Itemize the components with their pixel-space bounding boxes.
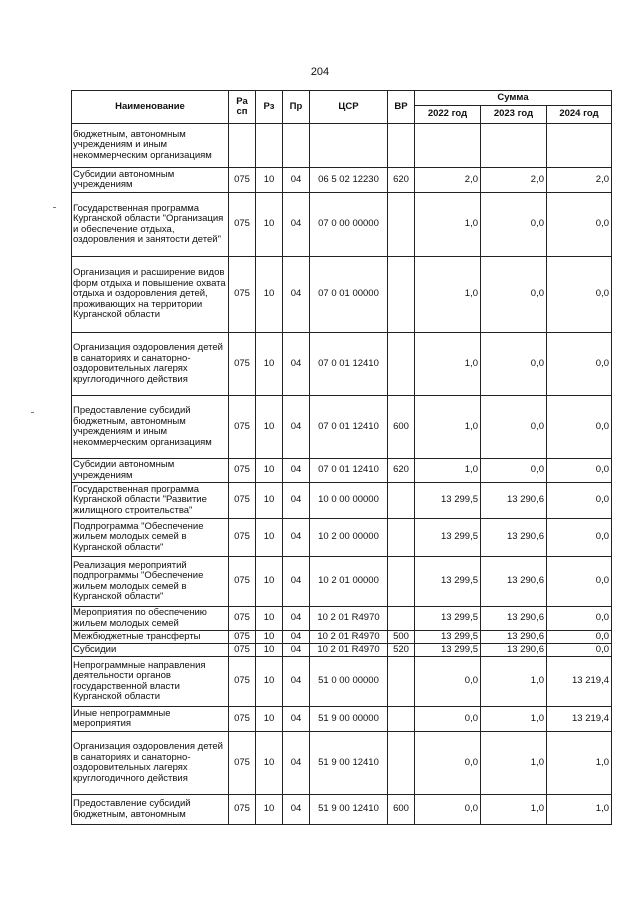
cell-2022: 1,0: [415, 333, 481, 396]
cell-vr: 520: [388, 644, 415, 657]
scan-mark: [53, 207, 56, 208]
cell-2024: 2,0: [547, 168, 612, 193]
cell-csr: 07 0 00 00000: [310, 193, 388, 257]
header-sum: Сумма: [415, 91, 612, 106]
cell-2022: 13 299,5: [415, 483, 481, 519]
cell-csr: 07 0 01 12410: [310, 333, 388, 396]
table-row: [72, 557, 612, 607]
cell-name: Предоставление субсидий бюджетным, автономным учреждениям и иным некоммерческим организациям: [72, 396, 229, 459]
table-row: [72, 795, 612, 825]
cell-2024: 0,0: [547, 333, 612, 396]
cell-2023: 1,0: [481, 732, 547, 795]
cell-pr: 04: [283, 396, 310, 459]
scan-mark: [31, 412, 34, 413]
cell-csr: 51 9 00 12410: [310, 795, 388, 825]
cell-rz: 10: [256, 657, 283, 707]
cell-2024: 13 219,4: [547, 657, 612, 707]
header-rz: Рз: [256, 91, 283, 124]
cell-name: Непрограммные направления деятельности органов государственной власти Курганской области: [72, 657, 229, 707]
cell-2022: 0,0: [415, 707, 481, 732]
header-vr: ВР: [388, 91, 415, 124]
table-row: [72, 396, 612, 459]
cell-2024: 0,0: [547, 459, 612, 483]
cell-vr: [388, 557, 415, 607]
cell-csr: 10 2 01 R4970: [310, 631, 388, 644]
cell-2023: 0,0: [481, 459, 547, 483]
table-body: [72, 124, 612, 825]
cell-vr: [388, 607, 415, 631]
cell-2024: 0,0: [547, 519, 612, 557]
cell-vr: [388, 519, 415, 557]
budget-table: [71, 90, 612, 825]
cell-2024: 1,0: [547, 732, 612, 795]
cell-csr: 51 9 00 12410: [310, 732, 388, 795]
cell-csr: 10 2 01 R4970: [310, 607, 388, 631]
cell-vr: [388, 333, 415, 396]
cell-vr: [388, 257, 415, 333]
cell-name: Организация оздоровления детей в санаториях и санаторно-оздоровительных лагерях круглогодичного действия: [72, 333, 229, 396]
cell-rz: 10: [256, 557, 283, 607]
table-row: [72, 483, 612, 519]
cell-vr: 620: [388, 168, 415, 193]
cell-rasp: [229, 124, 256, 168]
cell-rasp: 075: [229, 193, 256, 257]
cell-2023: 13 290,6: [481, 631, 547, 644]
cell-vr: [388, 732, 415, 795]
cell-2024: 0,0: [547, 607, 612, 631]
cell-rz: 10: [256, 483, 283, 519]
cell-name: Межбюджетные трансферты: [72, 631, 229, 644]
cell-pr: 04: [283, 483, 310, 519]
cell-2022: [415, 124, 481, 168]
table-row: [72, 459, 612, 483]
cell-pr: 04: [283, 557, 310, 607]
cell-2024: 0,0: [547, 257, 612, 333]
cell-2023: 13 290,6: [481, 644, 547, 657]
cell-csr: 10 2 00 00000: [310, 519, 388, 557]
cell-name: Субсидии автономным учреждениям: [72, 459, 229, 483]
cell-rasp: 075: [229, 707, 256, 732]
cell-2022: 1,0: [415, 257, 481, 333]
cell-2024: 13 219,4: [547, 707, 612, 732]
cell-pr: 04: [283, 644, 310, 657]
cell-2022: 13 299,5: [415, 519, 481, 557]
cell-name: Иные непрограммные мероприятия: [72, 707, 229, 732]
cell-2023: 2,0: [481, 168, 547, 193]
cell-2022: 0,0: [415, 657, 481, 707]
cell-pr: 04: [283, 631, 310, 644]
cell-rz: 10: [256, 257, 283, 333]
cell-2024: 0,0: [547, 193, 612, 257]
cell-name: Организация оздоровления детей в санаториях и санаторно-оздоровительных лагерях круглогодичного действия: [72, 732, 229, 795]
page-number: 204: [310, 66, 330, 78]
cell-rasp: 075: [229, 459, 256, 483]
header-rasp: Ра сп: [229, 91, 256, 124]
cell-2023: 0,0: [481, 333, 547, 396]
cell-2023: [481, 124, 547, 168]
table-header: [72, 91, 612, 124]
table-row: [72, 168, 612, 193]
header-2024: 2024 год: [547, 106, 612, 124]
cell-rasp: 075: [229, 168, 256, 193]
header-2023: 2023 год: [481, 106, 547, 124]
header-pr: Пр: [283, 91, 310, 124]
cell-vr: 600: [388, 396, 415, 459]
cell-rz: 10: [256, 644, 283, 657]
cell-pr: 04: [283, 333, 310, 396]
cell-name: Государственная программа Курганской области "Организация и обеспечение отдыха, оздоровления и занятости детей": [72, 193, 229, 257]
cell-2022: 0,0: [415, 732, 481, 795]
cell-pr: 04: [283, 707, 310, 732]
table-row: [72, 707, 612, 732]
cell-name: бюджетным, автономным учреждениям и иным некоммерческим организациям: [72, 124, 229, 168]
cell-2023: 13 290,6: [481, 483, 547, 519]
cell-name: Государственная программа Курганской области "Развитие жилищного строительства": [72, 483, 229, 519]
table-row: [72, 657, 612, 707]
cell-2022: 13 299,5: [415, 607, 481, 631]
cell-csr: 10 0 00 00000: [310, 483, 388, 519]
cell-csr: 10 2 01 00000: [310, 557, 388, 607]
cell-rasp: 075: [229, 333, 256, 396]
cell-csr: [310, 124, 388, 168]
cell-csr: 07 0 01 12410: [310, 459, 388, 483]
cell-name: Предоставление субсидий бюджетным, автономным: [72, 795, 229, 825]
cell-vr: 620: [388, 459, 415, 483]
cell-csr: 51 0 00 00000: [310, 657, 388, 707]
cell-pr: 04: [283, 459, 310, 483]
cell-csr: 10 2 01 R4970: [310, 644, 388, 657]
cell-rz: 10: [256, 459, 283, 483]
cell-2024: 0,0: [547, 644, 612, 657]
table-row: [72, 257, 612, 333]
cell-vr: [388, 483, 415, 519]
header-name: Наименование: [72, 91, 229, 124]
cell-rz: 10: [256, 333, 283, 396]
cell-rz: 10: [256, 193, 283, 257]
cell-rasp: 075: [229, 396, 256, 459]
cell-rasp: 075: [229, 557, 256, 607]
cell-rz: 10: [256, 795, 283, 825]
cell-rz: 10: [256, 396, 283, 459]
cell-pr: 04: [283, 168, 310, 193]
cell-2023: 0,0: [481, 193, 547, 257]
cell-vr: 500: [388, 631, 415, 644]
cell-vr: 600: [388, 795, 415, 825]
cell-pr: 04: [283, 607, 310, 631]
cell-name: Мероприятия по обеспечению жильем молодых семей: [72, 607, 229, 631]
cell-vr: [388, 707, 415, 732]
table-row: [72, 333, 612, 396]
cell-2023: 13 290,6: [481, 607, 547, 631]
cell-csr: 07 0 01 00000: [310, 257, 388, 333]
cell-2022: 1,0: [415, 193, 481, 257]
cell-csr: 06 5 02 12230: [310, 168, 388, 193]
cell-name: Реализация мероприятий подпрограммы "Обеспечение жильем молодых семей в Курганской области": [72, 557, 229, 607]
cell-rasp: 075: [229, 644, 256, 657]
cell-2022: 0,0: [415, 795, 481, 825]
cell-pr: 04: [283, 795, 310, 825]
cell-rasp: 075: [229, 732, 256, 795]
cell-rasp: 075: [229, 631, 256, 644]
cell-2024: 0,0: [547, 483, 612, 519]
cell-2024: 1,0: [547, 795, 612, 825]
cell-rasp: 075: [229, 657, 256, 707]
cell-rz: 10: [256, 519, 283, 557]
cell-2023: 13 290,6: [481, 557, 547, 607]
cell-2023: 1,0: [481, 657, 547, 707]
cell-2024: [547, 124, 612, 168]
cell-pr: 04: [283, 732, 310, 795]
header-csr: ЦСР: [310, 91, 388, 124]
cell-csr: 51 9 00 00000: [310, 707, 388, 732]
table-row: [72, 631, 612, 644]
table-row: [72, 519, 612, 557]
cell-rz: 10: [256, 631, 283, 644]
cell-rz: 10: [256, 707, 283, 732]
cell-2022: 1,0: [415, 459, 481, 483]
table-row: [72, 607, 612, 631]
cell-2023: 13 290,6: [481, 519, 547, 557]
cell-2023: 1,0: [481, 795, 547, 825]
cell-2022: 13 299,5: [415, 557, 481, 607]
cell-rz: [256, 124, 283, 168]
table-row: [72, 124, 612, 168]
cell-vr: [388, 124, 415, 168]
cell-name: Субсидии автономным учреждениям: [72, 168, 229, 193]
cell-name: Подпрограмма "Обеспечение жильем молодых семей в Курганской области": [72, 519, 229, 557]
cell-2023: 0,0: [481, 257, 547, 333]
cell-pr: 04: [283, 519, 310, 557]
cell-2022: 13 299,5: [415, 644, 481, 657]
cell-vr: [388, 193, 415, 257]
cell-vr: [388, 657, 415, 707]
table-row: [72, 644, 612, 657]
cell-csr: 07 0 01 12410: [310, 396, 388, 459]
cell-2024: 0,0: [547, 631, 612, 644]
cell-pr: 04: [283, 193, 310, 257]
cell-rasp: 075: [229, 483, 256, 519]
table-row: [72, 732, 612, 795]
cell-rasp: 075: [229, 257, 256, 333]
cell-2024: 0,0: [547, 396, 612, 459]
cell-name: Субсидии: [72, 644, 229, 657]
cell-rasp: 075: [229, 795, 256, 825]
cell-rz: 10: [256, 732, 283, 795]
cell-2022: 13 299,5: [415, 631, 481, 644]
cell-2023: 1,0: [481, 707, 547, 732]
cell-rasp: 075: [229, 607, 256, 631]
table-row: [72, 193, 612, 257]
cell-2022: 2,0: [415, 168, 481, 193]
cell-rz: 10: [256, 168, 283, 193]
cell-pr: 04: [283, 257, 310, 333]
cell-2024: 0,0: [547, 557, 612, 607]
cell-2023: 0,0: [481, 396, 547, 459]
header-2022: 2022 год: [415, 106, 481, 124]
cell-rasp: 075: [229, 519, 256, 557]
cell-name: Организация и расширение видов форм отдыха и повышение охвата отдыха и оздоровления детей, проживающих на территории Курганской области: [72, 257, 229, 333]
cell-rz: 10: [256, 607, 283, 631]
cell-2022: 1,0: [415, 396, 481, 459]
cell-pr: [283, 124, 310, 168]
cell-pr: 04: [283, 657, 310, 707]
